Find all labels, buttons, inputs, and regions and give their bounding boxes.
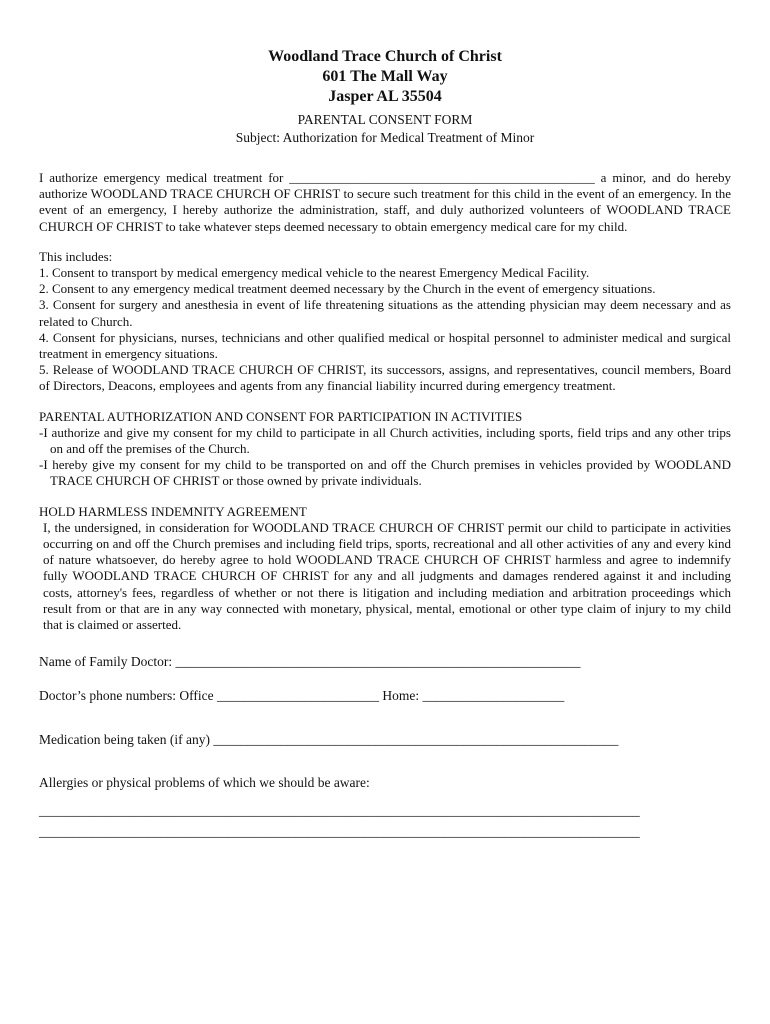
address-line-2: Jasper AL 35504	[328, 88, 442, 105]
intro-paragraph	[39, 170, 731, 235]
form-header	[0, 47, 770, 146]
family-doctor-label: Name of Family Doctor:	[39, 654, 176, 670]
home-phone-label: Home:	[378, 688, 423, 704]
family-doctor-field[interactable]: ____________________________________________________________	[175, 654, 581, 670]
indemnity-heading: HOLD HARMLESS INDEMNITY AGREEMENT	[39, 503, 307, 519]
activities-item-1: -I authorize and give my consent for my child to participate in all Church activities, including sports, field trips and any other trips on and off the premises of the Church.	[39, 424, 731, 457]
form-subject: Subject: Authorization for Medical Treatment of Minor	[235, 130, 535, 145]
includes-item-2: 2. Consent to any emergency medical treatment deemed necessary by the Church in the event of emergency situations.	[39, 281, 656, 297]
home-phone-field[interactable]: _____________________	[422, 688, 565, 704]
minor-name-field[interactable]: _______________________________________________	[289, 170, 595, 185]
includes-item-5: 5. Release of WOODLAND TRACE CHURCH OF CHRIST, its successors, assigns, and representatives, council members, Board of Directors, Deacons, employees and agents from any financial liability incurred during emergency treatment.	[39, 362, 731, 394]
indemnity-text: I, the undersigned, in consideration for WOODLAND TRACE CHURCH OF CHRIST permit our child to participate in activities occurring on and off the Church premises and including field trips, sports, recreational and all other activities of any and every kind of nature whatsoever, do hereby agree to hold WOODLAND TRACE CHURCH OF CHRIST harmless and agree to indemnify fully WOODLAND TRACE CHURCH OF CHRIST for any and all judgments and damages rendered against it and including costs, attorney's fees, regardless of whether or not there is litigation and including mediation and arbitration proceedings which result from or that are in any way connected with monetary, physical, mental, emotional or other type claim of injury to my child that is claimed or asserted.	[43, 519, 731, 633]
office-phone-field[interactable]: ________________________	[216, 688, 379, 704]
doctor-phone-label: Doctor’s phone numbers: Office	[39, 688, 217, 704]
allergies-field-line-2[interactable]: _________________________________________________________________________________________	[39, 824, 640, 840]
org-name: Woodland Trace Church of Christ	[268, 48, 502, 65]
form-body	[39, 170, 731, 841]
form-title: PARENTAL CONSENT FORM	[297, 112, 473, 127]
allergies-label: Allergies or physical problems of which we should be aware:	[39, 774, 370, 790]
family-doctor-row	[39, 654, 731, 670]
medication-field[interactable]: ____________________________________________________________	[213, 731, 619, 747]
medication-label: Medication being taken (if any)	[39, 731, 214, 747]
intro-text-start: I authorize emergency medical treatment for	[39, 170, 290, 185]
includes-item-1: 1. Consent to transport by medical emergency medical vehicle to the nearest Emergency Medical Facility.	[39, 265, 590, 281]
includes-heading: This includes:	[39, 248, 113, 264]
activities-heading: PARENTAL AUTHORIZATION AND CONSENT FOR PARTICIPATION IN ACTIVITIES	[39, 408, 523, 424]
includes-item-4: 4. Consent for physicians, nurses, technicians and other qualified medical or hospital personnel to administer medical and surgical treatment in emergency situations.	[39, 329, 731, 362]
allergies-field-line-1[interactable]: _________________________________________________________________________________________	[39, 803, 640, 819]
address-line-1: 601 The Mall Way	[322, 68, 448, 85]
intro-text-rest: a minor, and do hereby authorize WOODLAND TRACE CHURCH OF CHRIST to secure such treatment for this child in the event of an emergency. In the event of an emergency, I hereby authorize the administration, staff, and duly authorized volunteers of WOODLAND TRACE CHURCH OF CHRIST to take whatever steps deemed necessary to obtain emergency medical care for my child.	[39, 170, 731, 234]
includes-item-3: 3. Consent for surgery and anesthesia in event of life threatening situations as the attending physician may deem necessary and as related to Church.	[39, 297, 731, 329]
activities-item-2: -I hereby give my consent for my child to be transported on and off the Church premises in vehicles provided by WOODLAND TRACE CHURCH OF CHRIST or those owned by private individuals.	[39, 457, 731, 489]
doctor-phone-row	[39, 688, 731, 704]
medication-row	[39, 732, 731, 748]
